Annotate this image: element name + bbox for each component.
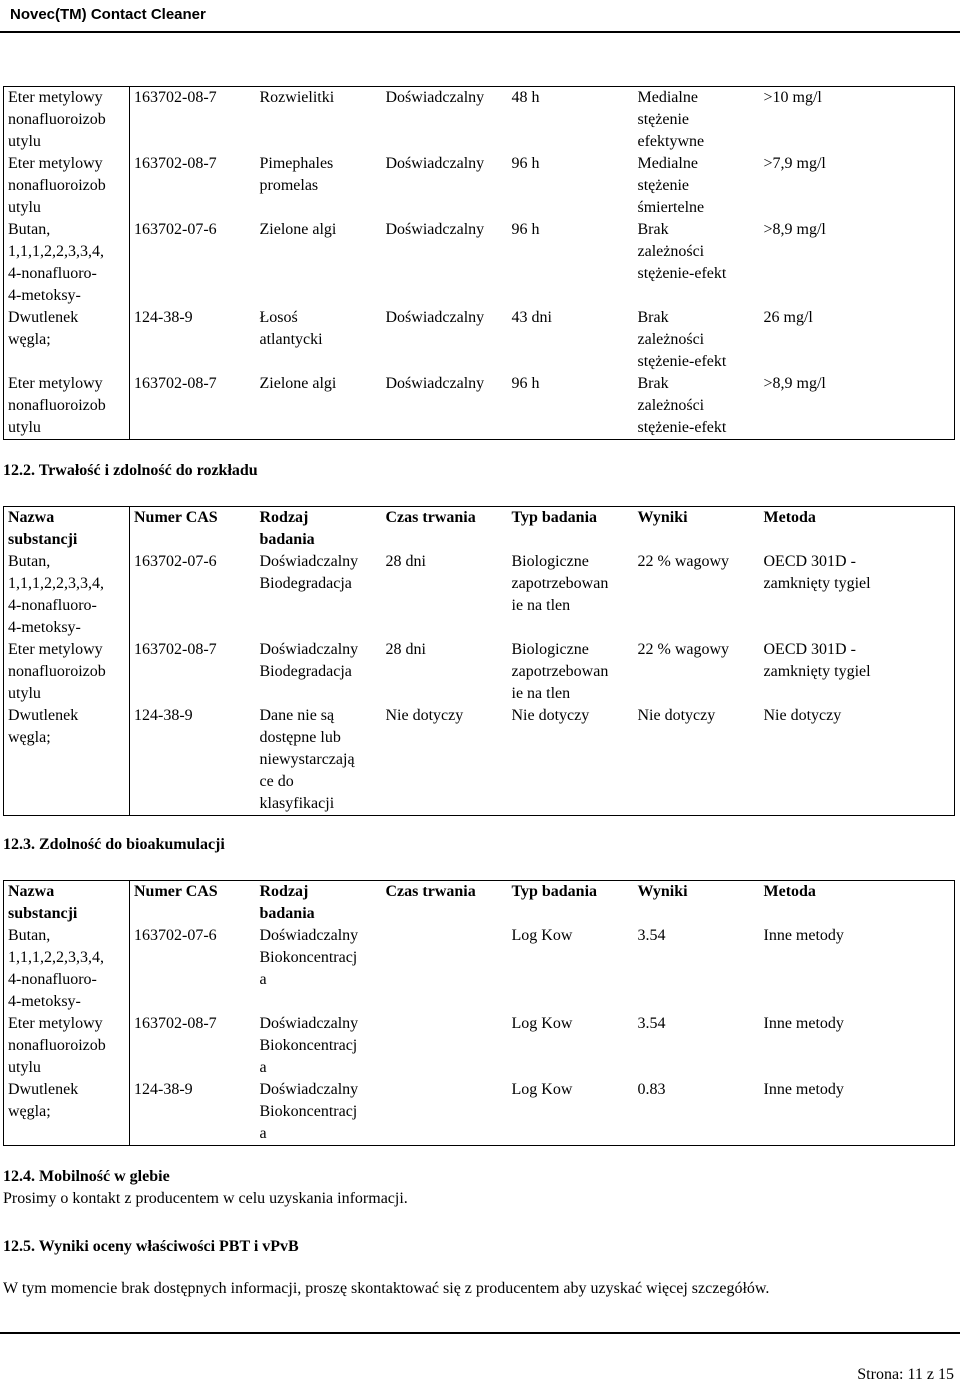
section-12-3-title: 12.3. Zdolność do bioakumulacji [3, 836, 225, 853]
section-12-2-title: 12.2. Trwałość i zdolność do rozkładu [3, 462, 258, 479]
cell-organism: Pimephales promelas [259, 155, 334, 194]
column-header: Czas trwania [385, 509, 476, 526]
column-header: Rodzaj badania [259, 883, 315, 922]
table-cell: Biologiczne zapotrzebowan ie na tlen [511, 641, 609, 702]
table-cell: Butan, 1,1,1,2,2,3,3,4, 4-nonafluoro- 4-metoksy- [4, 551, 130, 639]
cell-name: Eter metylowy nonafluoroizob utylu [4, 153, 130, 219]
cell-endpoint: Brak zależności stężenie-efekt [637, 221, 727, 282]
cell-duration: 96 h [511, 221, 540, 238]
table-row [4, 153, 955, 219]
table-cell: Butan, 1,1,1,2,2,3,3,4, 4-nonafluoro- 4-metoksy- [4, 925, 130, 1013]
table-cell: Dane nie są dostępne lub niewystarczają ce do klasyfikacji [259, 707, 355, 812]
bioaccumulation-table-block [3, 880, 954, 1146]
table-cell [382, 1079, 508, 1146]
table-cell: Inne metody [763, 1015, 844, 1032]
column-header: Metoda [763, 883, 816, 900]
table-cell: 163702-08-7 [134, 641, 217, 658]
column-header: Nazwa substancji [4, 881, 130, 926]
cell-type: Doświadczalny [385, 89, 485, 106]
table-cell: Nie dotyczy [511, 707, 590, 724]
cell-type: Doświadczalny [385, 155, 485, 172]
cell-endpoint: Brak zależności stężenie-efekt [637, 375, 727, 436]
cell-type: Doświadczalny [385, 375, 485, 392]
table-cell: 124-38-9 [134, 707, 193, 724]
persistence-table [3, 506, 955, 816]
cell-value: 26 mg/l [763, 309, 813, 326]
table-row [4, 705, 955, 816]
column-header: Typ badania [511, 509, 598, 526]
cell-cas: 124-38-9 [134, 309, 193, 326]
section-12-5-title: 12.5. Wyniki oceny właściwości PBT i vPvB [3, 1238, 299, 1255]
section-12-4-title: 12.4. Mobilność w glebie [3, 1168, 170, 1185]
table-cell: Nie dotyczy [763, 707, 842, 724]
table-cell: OECD 301D - zamknięty tygiel [763, 553, 871, 592]
cell-organism: Zielone algi [259, 375, 337, 392]
cell-organism: Łosoś atlantycki [259, 309, 323, 348]
document-header-title: Novec(TM) Contact Cleaner [10, 6, 206, 23]
table-cell: Log Kow [511, 1015, 573, 1032]
table-header-row [4, 881, 955, 926]
column-header: Wyniki [637, 509, 688, 526]
table-row [4, 925, 955, 1013]
table-cell [382, 1013, 508, 1079]
cell-name: Butan, 1,1,1,2,2,3,3,4, 4-nonafluoro- 4-metoksy- [4, 219, 130, 307]
bioaccumulation-table [3, 880, 955, 1146]
cell-cas: 163702-07-6 [134, 221, 217, 238]
cell-endpoint: Brak zależności stężenie-efekt [637, 309, 727, 370]
table-cell: 3.54 [637, 927, 666, 944]
table-cell: 163702-08-7 [134, 1015, 217, 1032]
persistence-table-block [3, 506, 954, 816]
table-cell: Doświadczalny Biokoncentracj a [259, 1081, 359, 1142]
table-cell: Doświadczalny Biodegradacja [259, 641, 359, 680]
table-cell: 163702-07-6 [134, 553, 217, 570]
cell-duration: 96 h [511, 155, 540, 172]
column-header: Czas trwania [385, 883, 476, 900]
column-header: Rodzaj badania [259, 509, 315, 548]
table-row [4, 1079, 955, 1146]
cell-organism: Zielone algi [259, 221, 337, 238]
cell-type: Doświadczalny [385, 221, 485, 238]
table-row [4, 639, 955, 705]
table-cell: Log Kow [511, 1081, 573, 1098]
cell-value: >8,9 mg/l [763, 221, 826, 238]
table-cell: Eter metylowy nonafluoroizob utylu [4, 639, 130, 705]
table-header-row [4, 507, 955, 552]
table-cell: Inne metody [763, 1081, 844, 1098]
table-cell: 22 % wagowy [637, 641, 730, 658]
table-row [4, 551, 955, 639]
table-cell: 28 dni [385, 641, 426, 658]
section-12-5-text: W tym momencie brak dostępnych informacji, proszę skontaktować się z producentem aby uzyskać więcej szczegółów. [3, 1280, 770, 1297]
column-header: Typ badania [511, 883, 598, 900]
cell-type: Doświadczalny [385, 309, 485, 326]
cell-cas: 163702-08-7 [134, 155, 217, 172]
cell-endpoint: Medialne stężenie śmiertelne [637, 155, 705, 216]
table-cell: Biologiczne zapotrzebowan ie na tlen [511, 553, 609, 614]
cell-value: >7,9 mg/l [763, 155, 826, 172]
cell-cas: 163702-08-7 [134, 375, 217, 392]
column-header: Numer CAS [134, 883, 218, 900]
table-cell: Dwutlenek węgla; [4, 705, 130, 816]
cell-name: Eter metylowy nonafluoroizob utylu [4, 373, 130, 440]
cell-value: >8,9 mg/l [763, 375, 826, 392]
table-cell: Nie dotyczy [385, 707, 464, 724]
table-row [4, 219, 955, 307]
cell-duration: 43 dni [511, 309, 552, 326]
page-number: Strona: 11 z 15 [857, 1366, 954, 1383]
toxicity-table [3, 86, 955, 440]
table-cell: 22 % wagowy [637, 553, 730, 570]
cell-value: >10 mg/l [763, 89, 822, 106]
table-row [4, 307, 955, 373]
table-cell: Log Kow [511, 927, 573, 944]
table-cell: Doświadczalny Biodegradacja [259, 553, 359, 592]
cell-name: Eter metylowy nonafluoroizob utylu [4, 87, 130, 154]
table-cell: Dwutlenek węgla; [4, 1079, 130, 1146]
table-row [4, 1013, 955, 1079]
cell-duration: 48 h [511, 89, 540, 106]
section-12-4-text: Prosimy o kontakt z producentem w celu uzyskania informacji. [3, 1190, 408, 1207]
cell-name: Dwutlenek węgla; [4, 307, 130, 373]
table-cell: 0.83 [637, 1081, 666, 1098]
header-divider [0, 31, 960, 33]
table-cell: 163702-07-6 [134, 927, 217, 944]
table-cell: 124-38-9 [134, 1081, 193, 1098]
table-cell [382, 925, 508, 1013]
column-header: Metoda [763, 509, 816, 526]
column-header: Nazwa substancji [4, 507, 130, 552]
table-cell: OECD 301D - zamknięty tygiel [763, 641, 871, 680]
column-header: Wyniki [637, 883, 688, 900]
cell-duration: 96 h [511, 375, 540, 392]
table-cell: Doświadczalny Biokoncentracj a [259, 1015, 359, 1076]
cell-cas: 163702-08-7 [134, 89, 217, 106]
table-cell: 28 dni [385, 553, 426, 570]
table-row [4, 373, 955, 440]
table-row [4, 87, 955, 154]
cell-endpoint: Medialne stężenie efektywne [637, 89, 705, 150]
toxicity-table-block [3, 86, 954, 440]
footer-divider [0, 1332, 960, 1334]
cell-organism: Rozwielitki [259, 89, 335, 106]
table-cell: 3.54 [637, 1015, 666, 1032]
table-cell: Inne metody [763, 927, 844, 944]
table-cell: Eter metylowy nonafluoroizob utylu [4, 1013, 130, 1079]
table-cell: Doświadczalny Biokoncentracj a [259, 927, 359, 988]
column-header: Numer CAS [134, 509, 218, 526]
table-cell: Nie dotyczy [637, 707, 716, 724]
